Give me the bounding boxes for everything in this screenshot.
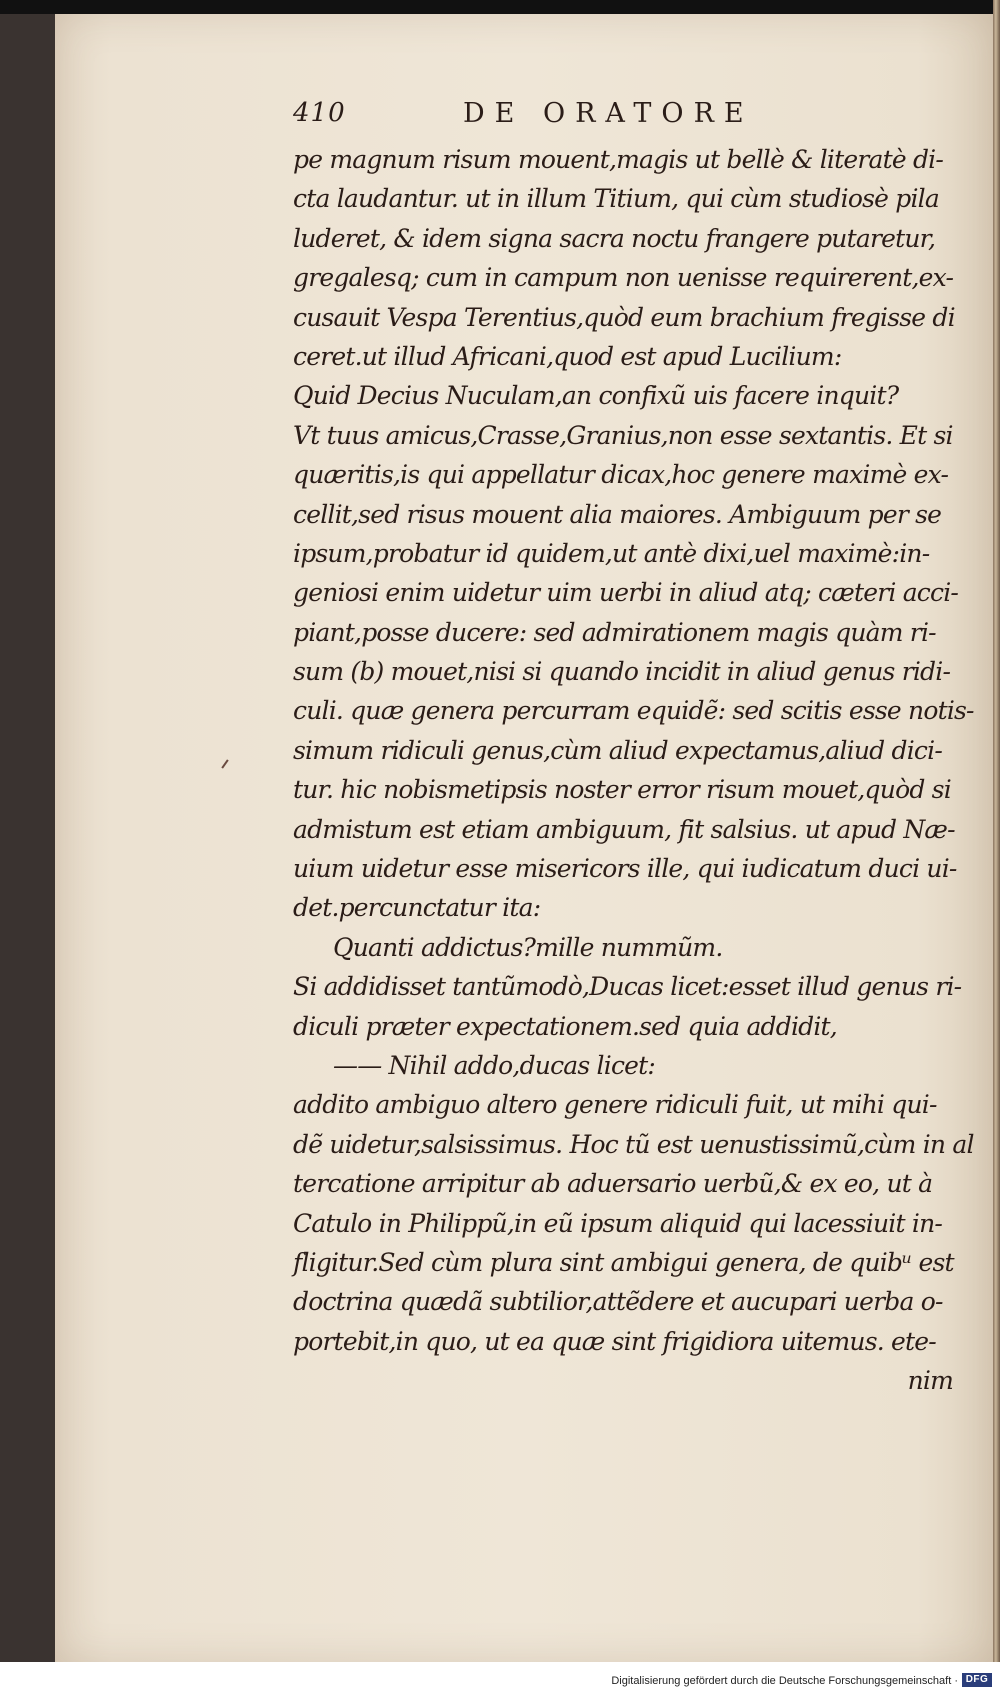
text-line: cusauit Vespa Terentius,quòd eum brachium fregisse di	[293, 302, 955, 332]
text-line: pe magnum risum mouent,magis ut bellè & literatè di-	[293, 145, 944, 174]
text-line: culi. quæ genera percurram equidẽ: sed scitis esse notis-	[293, 696, 974, 726]
text-line: piant,posse ducere: sed admirationem magis quàm ri-	[293, 617, 936, 647]
text-line: Vt tuus amicus,Crasse,Granius,non esse sextantis. Et si	[293, 420, 953, 450]
text-line: simum ridiculi genus,cùm aliud expectamus,aliud dici-	[293, 735, 942, 765]
text-line: addito ambiguo altero genere ridiculi fuit, ut mihi qui-	[293, 1090, 937, 1120]
text-line: diculi præter expectationem.sed quia addidit,	[293, 1011, 837, 1041]
text-line: fligitur.Sed cùm plura sint ambigui genera, de quibᵘ est	[293, 1247, 954, 1277]
scan-top-edge	[0, 0, 1000, 14]
text-line: portebit,in quo, ut ea quæ sint frigidiora uitemus. ete-	[293, 1326, 936, 1356]
text-line: tercatione arripitur ab aduersario uerbũ,& ex eo, ut à	[293, 1169, 933, 1199]
text-line: Si addidisset tantũmodò,Ducas licet:esset illud genus ri-	[293, 972, 962, 1002]
text-line: Quanti addictus?mille nummũm.	[333, 932, 723, 962]
dfg-logo: DFG	[962, 1673, 992, 1687]
text-line: Quid Decius Nuculam,an confixũ uis facere inquit?	[293, 381, 899, 411]
text-line: admistum est etiam ambiguum, fit salsius. ut apud Næ-	[293, 814, 955, 844]
text-line: cta laudantur. ut in illum Titium, qui cùm studiosè pila	[293, 184, 939, 214]
running-title: DE ORATORE	[463, 98, 754, 129]
text-line: geniosi enim uidetur uim uerbi in aliud atq; cæteri acci-	[293, 578, 959, 608]
text-line: det.percunctatur ita:	[293, 893, 541, 923]
text-line: ceret.ut illud Africani,quod est apud Lucilium:	[293, 341, 842, 371]
text-line: luderet, & idem signa sacra noctu frangere putaretur,	[293, 223, 936, 253]
text-line: sum (b) mouet,nisi si quando incidit in aliud genus ridi-	[293, 657, 951, 687]
text-line: doctrina quædã subtilior,attẽdere et aucupari uerba o-	[293, 1287, 943, 1317]
page-number: 410	[293, 98, 346, 128]
text-line: gregalesq; cum in campum non uenisse requirerent,ex-	[293, 263, 954, 293]
text-line: uium uidetur esse misericors ille, qui iudicatum duci ui-	[293, 854, 957, 884]
text-line: tur. hic nobismetipsis noster error risum mouet,quòd si	[293, 775, 951, 805]
catchword: nim	[907, 1366, 953, 1396]
funding-credit: Digitalisierung gefördert durch die Deutsche Forschungsgemeinschaft ·	[611, 1675, 958, 1687]
text-line: dẽ uidetur,salsissimus. Hoc tũ est uenustissimũ,cùm in al	[293, 1129, 974, 1159]
page-edge	[993, 0, 1000, 1662]
body-text	[293, 140, 974, 1401]
text-line: ipsum,probatur id quidem,ut antè dixi,uel maximè:in-	[293, 538, 930, 568]
page-header	[293, 98, 953, 132]
text-line: cellit,sed risus mouent alia maiores. Ambiguum per se	[293, 499, 942, 529]
text-line: Catulo in Philippũ,in eũ ipsum aliquid qui lacessiuit in-	[293, 1208, 943, 1238]
text-line: quæritis,is qui appellatur dicax,hoc genere maximè ex-	[293, 460, 949, 490]
text-line: —— Nihil addo,ducas licet:	[333, 1050, 656, 1080]
